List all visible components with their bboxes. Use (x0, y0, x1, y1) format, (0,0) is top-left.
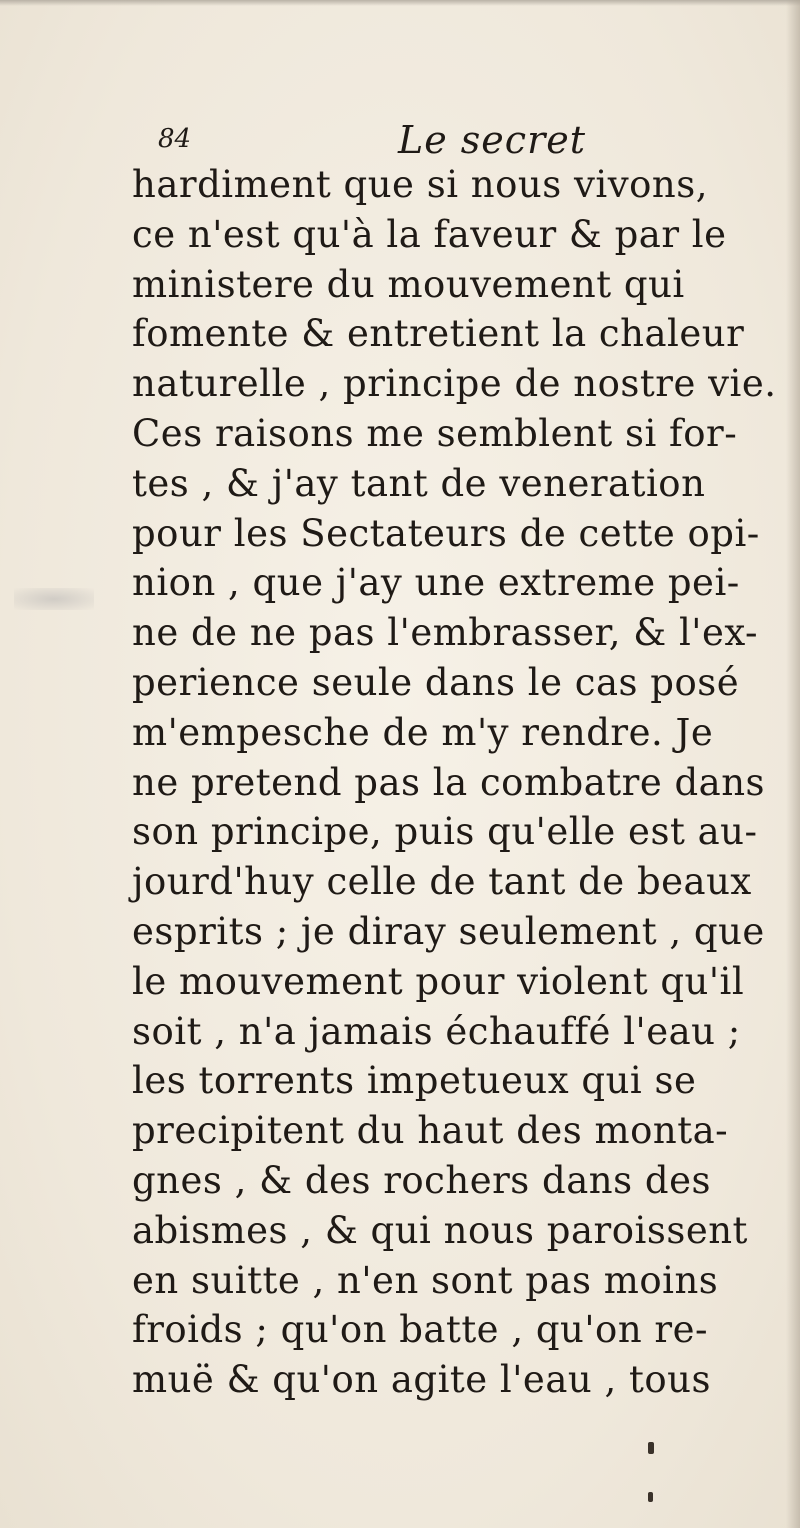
text-line: m'empesche de m'y rendre. Je (132, 710, 714, 754)
ink-smudge (14, 588, 94, 610)
text-line: muë & qu'on agite l'eau , tous (132, 1358, 711, 1402)
text-line: Ces raisons me semblent si for- (132, 411, 738, 455)
text-line: le mouvement pour violent qu'il (132, 959, 745, 1003)
text-line: ne pretend pas la combatre dans (132, 760, 766, 804)
signature-mark (648, 1442, 654, 1454)
text-line: ne de ne pas l'embrasser, & l'ex- (132, 611, 759, 655)
text-line: en suitte , n'en sont pas moins (132, 1258, 719, 1302)
text-line: esprits ; je diray seulement , que (132, 909, 765, 953)
text-line: perience seule dans le cas posé (132, 660, 740, 704)
text-line: hardiment que si nous vivons, (132, 163, 708, 206)
text-line: tes , & j'ay tant de veneration (132, 461, 706, 505)
page-right-edge (786, 0, 800, 1528)
page-number: 84 (158, 124, 192, 154)
text-line: naturelle , principe de nostre vie. (132, 362, 777, 406)
text-line: pour les Sectateurs de cette opi- (132, 511, 760, 555)
text-line: jourd'huy celle de tant de beaux (132, 860, 752, 904)
text-line: gnes , & des rochers dans des (132, 1158, 711, 1202)
text-line: soit , n'a jamais échauffé l'eau ; (132, 1009, 741, 1053)
text-line: nion , que j'ay une extreme pei- (132, 561, 740, 605)
text-line: les torrents impetueux qui se (132, 1059, 697, 1103)
page-top-edge (0, 0, 800, 6)
text-line: froids ; qu'on batte , qu'on re- (132, 1308, 709, 1352)
text-line: ministere du mouvement qui (132, 262, 685, 306)
running-head: Le secret (398, 118, 586, 162)
text-line: son principe, puis qu'elle est au- (132, 810, 758, 854)
body-text (132, 160, 777, 1405)
text-line: precipitent du haut des monta- (132, 1109, 729, 1153)
text-line: abismes , & qui nous paroissent (132, 1208, 748, 1252)
text-line: ce n'est qu'à la faveur & par le (132, 212, 727, 256)
signature-mark (648, 1492, 653, 1502)
text-line: fomente & entretient la chaleur (132, 312, 745, 356)
